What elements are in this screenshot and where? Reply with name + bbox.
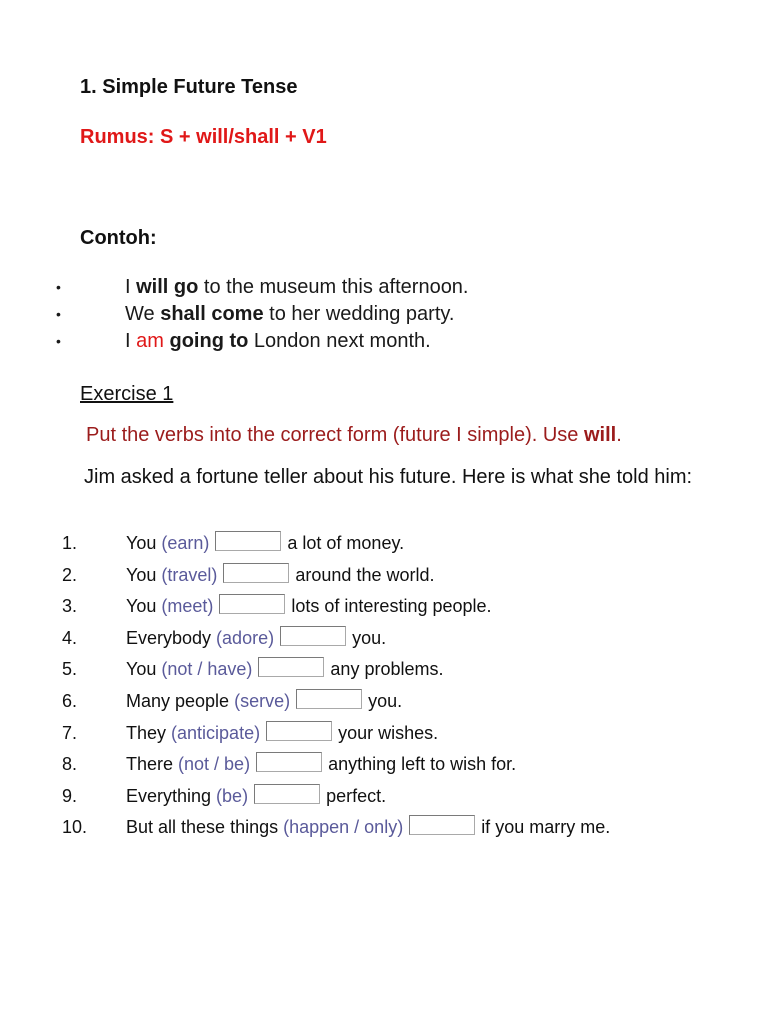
item-verb-hint: (not / have) [161, 659, 253, 680]
exercise-story: Jim asked a fortune teller about his future. Here is what she told him: [84, 466, 693, 488]
exercise-item [0, 592, 768, 620]
examples-label: Contoh: [80, 227, 157, 249]
bullet-icon: • [56, 333, 61, 349]
example-line [0, 327, 768, 355]
answer-input[interactable] [266, 721, 332, 741]
instruction-keyword: will [583, 424, 617, 446]
item-sentence [126, 529, 404, 557]
exercise-instruction [86, 424, 622, 447]
item-subject: You [126, 659, 157, 680]
exercise-item [0, 719, 768, 747]
exercise-item [0, 529, 768, 557]
example-post: to her wedding party. [263, 303, 455, 325]
item-subject: You [126, 596, 157, 617]
item-subject: There [126, 754, 174, 775]
answer-input[interactable] [223, 563, 289, 583]
item-subject: You [126, 564, 157, 585]
item-ending: lots of interesting people. [291, 596, 492, 617]
section-heading: 1. Simple Future Tense [80, 76, 298, 98]
item-subject: You [126, 533, 157, 553]
item-ending: anything left to wish for. [328, 754, 517, 775]
example-post: London next month. [248, 330, 431, 352]
answer-input[interactable] [215, 531, 281, 551]
item-sentence [126, 624, 386, 652]
example-line [0, 300, 768, 328]
example-line [0, 273, 768, 301]
item-ending: a lot of money. [287, 533, 405, 553]
answer-input[interactable] [256, 752, 322, 772]
item-ending: you. [368, 691, 403, 711]
item-number: 8. [62, 754, 78, 775]
item-number: 7. [62, 722, 78, 743]
answer-input[interactable] [258, 657, 324, 677]
item-verb-hint: (happen / only) [283, 817, 404, 838]
item-sentence [126, 782, 386, 810]
example-pre: I [125, 276, 137, 298]
item-verb-hint: (be) [216, 785, 249, 806]
exercise-item [0, 750, 768, 778]
answer-input[interactable] [296, 689, 362, 709]
formula: Rumus: S + will/shall + V1 [80, 126, 327, 148]
item-subject: Everybody [126, 627, 212, 648]
item-sentence [126, 750, 516, 778]
answer-input[interactable] [280, 626, 346, 646]
item-sentence [126, 719, 438, 747]
item-verb-hint: (travel) [161, 564, 218, 585]
item-number: 6. [62, 691, 78, 711]
exercise-title: Exercise 1 [80, 383, 174, 405]
item-ending: perfect. [326, 785, 387, 806]
item-subject: Many people [126, 691, 230, 711]
item-subject: They [126, 722, 167, 743]
item-number: 9. [62, 785, 78, 806]
item-sentence [126, 592, 492, 620]
bullet-icon: • [56, 306, 61, 322]
exercise-item [0, 561, 768, 589]
item-number: 10. [62, 817, 88, 838]
item-sentence [126, 561, 434, 589]
instruction-text: Put the verbs into the correct form (future I simple). Use [86, 424, 584, 446]
item-verb-hint: (adore) [216, 627, 275, 648]
item-ending: if you marry me. [481, 817, 611, 838]
exercise-item [0, 813, 768, 841]
answer-input[interactable] [254, 784, 320, 804]
item-ending: you. [352, 627, 387, 648]
example-sentence [125, 327, 431, 355]
example-verb: going to [169, 330, 249, 352]
item-verb-hint: (earn) [161, 533, 210, 553]
item-number: 5. [62, 659, 78, 680]
example-post: to the museum this afternoon. [198, 276, 469, 298]
item-number: 2. [62, 564, 78, 585]
example-pre: I [125, 330, 137, 352]
item-ending: around the world. [295, 564, 435, 585]
item-number: 4. [62, 627, 78, 648]
item-subject: But all these things [126, 817, 279, 838]
item-verb-hint: (meet) [161, 596, 214, 617]
item-sentence [126, 687, 402, 715]
item-subject: Everything [126, 785, 212, 806]
item-verb-hint: (serve) [234, 691, 291, 711]
example-sentence [125, 273, 469, 301]
example-verb: will go [136, 276, 199, 298]
item-number: 1. [62, 533, 78, 553]
item-sentence [126, 655, 443, 683]
exercise-item [0, 782, 768, 810]
instruction-end: . [616, 424, 622, 446]
exercise-item [0, 624, 768, 652]
example-verb: shall come [160, 303, 264, 325]
example-pre: We [125, 303, 161, 325]
example-auxiliary: am [136, 330, 164, 352]
item-number: 3. [62, 596, 78, 617]
answer-input[interactable] [409, 815, 475, 835]
exercise-item [0, 687, 768, 715]
item-sentence [126, 813, 610, 841]
example-sentence [125, 300, 454, 328]
bullet-icon: • [56, 279, 61, 295]
item-ending: any problems. [330, 659, 444, 680]
item-verb-hint: (anticipate) [171, 722, 261, 743]
item-ending: your wishes. [338, 722, 439, 743]
item-verb-hint: (not / be) [178, 754, 251, 775]
answer-input[interactable] [219, 594, 285, 614]
exercise-item [0, 655, 768, 683]
